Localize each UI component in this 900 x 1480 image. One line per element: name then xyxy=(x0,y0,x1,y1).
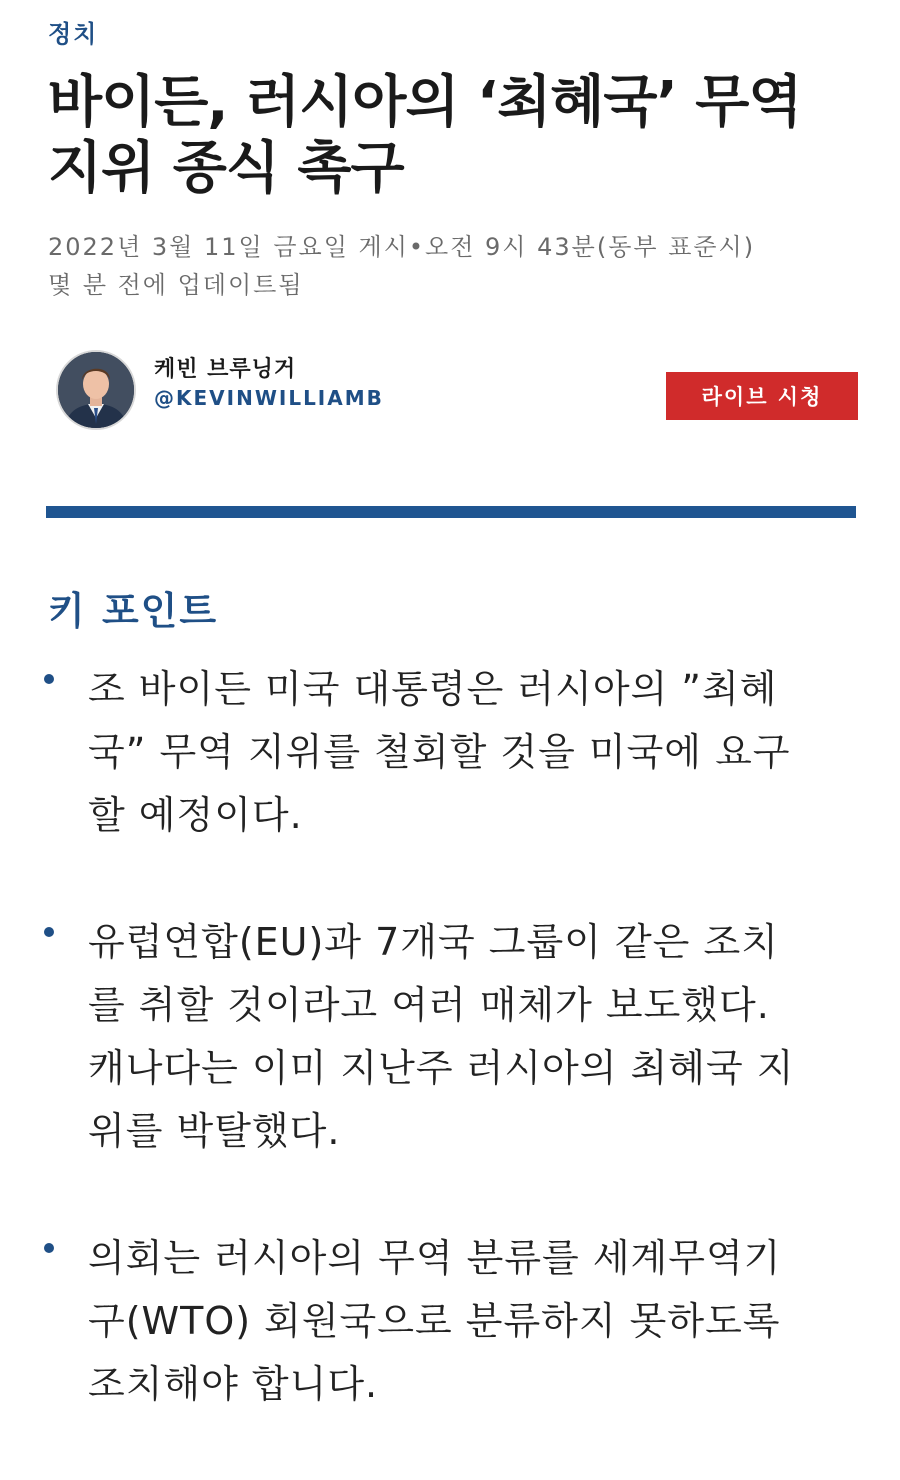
key-point-item xyxy=(42,658,812,847)
person-portrait-icon xyxy=(58,352,134,428)
key-point-text: 조 바이든 미국 대통령은 러시아의 ”최혜국” 무역 지위를 철회할 것을 미국에 요구할 예정이다. xyxy=(88,667,791,837)
bullet-icon xyxy=(44,927,54,937)
key-points-list xyxy=(42,658,812,1480)
key-point-text: 의회는 러시아의 무역 분류를 세계무역기구(WTO) 회원국으로 분류하지 못하도록 조치해야 합니다. xyxy=(88,1236,782,1406)
key-point-item xyxy=(42,911,812,1163)
author-name[interactable]: 케빈 브루닝거 xyxy=(154,357,297,382)
watch-live-button[interactable]: 라이브 시청 xyxy=(666,372,858,420)
key-point-text: 유럽연합(EU)과 7개국 그룹이 같은 조치를 취할 것이라고 여러 매체가 보도했다. 캐나다는 이미 지난주 러시아의 최혜국 지위를 박탈했다. xyxy=(88,920,795,1153)
published-timestamp: 2022년 3월 11일 금요일 게시•오전 9시 43분(동부 표준시) xyxy=(48,233,756,261)
category-label[interactable]: 정치 xyxy=(48,20,99,48)
bullet-icon xyxy=(44,674,54,684)
key-point-item xyxy=(42,1227,812,1416)
headline: 바이든, 러시아의 ‘최혜국’ 무역 지위 종식 촉구 xyxy=(48,70,802,201)
author-avatar[interactable] xyxy=(56,350,136,430)
author-handle[interactable]: @KEVINWILLIAMB xyxy=(154,386,384,410)
author-row xyxy=(56,350,858,430)
bullet-icon xyxy=(44,1243,54,1253)
section-divider xyxy=(46,506,856,518)
article-meta xyxy=(48,228,848,304)
updated-timestamp: 몇 분 전에 업데이트됨 xyxy=(48,271,304,299)
key-points-title: 키 포인트 xyxy=(48,589,219,633)
